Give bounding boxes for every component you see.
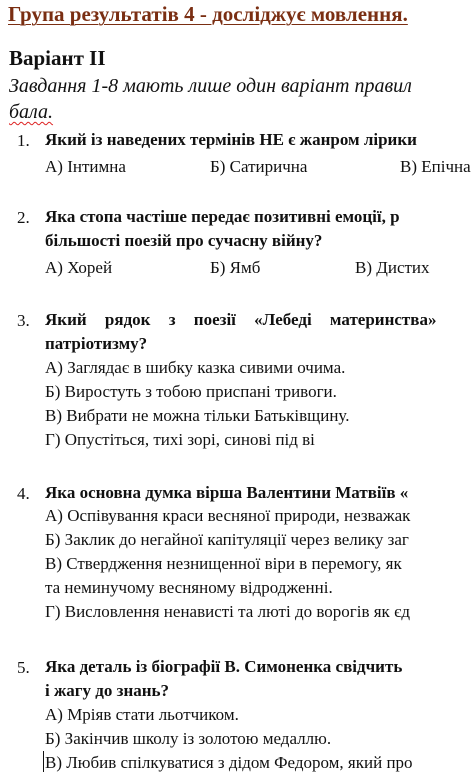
instruction-text <box>9 73 412 125</box>
instruction-line-2: бала. <box>9 101 54 123</box>
option-a[interactable]: А) Інтимна <box>45 157 126 176</box>
option-b[interactable]: Б) Сатирична <box>210 157 308 176</box>
question-number: 4. <box>17 484 30 503</box>
option-b[interactable]: Б) Закінчив школу із золотою медаллю. <box>45 729 332 748</box>
option-b[interactable]: Б) Виростуть з тобою приспані тривоги. <box>45 382 337 401</box>
option-v[interactable]: В) Любив спілкуватися з дідом Федором, який про <box>43 751 413 772</box>
option-v[interactable]: В) Дистих <box>355 258 430 277</box>
option-b[interactable]: Б) Ямб <box>210 258 261 277</box>
question-text <box>45 655 402 703</box>
instruction-line-1: Завдання 1-8 мають лише один варіант правил <box>9 75 412 97</box>
option-a[interactable]: А) Оспівування краси весняної природи, незважак <box>45 506 411 525</box>
question-line: Яка деталь із біографії В. Симоненка свідчить <box>45 657 403 676</box>
question-number: 3. <box>17 311 30 330</box>
question-number: 5. <box>17 658 30 677</box>
question-text <box>45 128 417 152</box>
question-line: більшості поезій про сучасну війну? <box>45 231 323 250</box>
options-list <box>45 356 349 452</box>
question-line: Яка основна думка вірша Валентини Матвіїв « <box>45 483 409 502</box>
option-v[interactable]: В) Ствердження незнищенної віри в перемогу, як <box>45 554 402 573</box>
options-list <box>45 703 413 772</box>
question-number: 1. <box>17 131 30 150</box>
option-a[interactable]: А) Мріяв стати льотчиком. <box>45 705 239 724</box>
option-v[interactable]: В) Епічна <box>400 157 471 176</box>
question-line: Який із наведених термінів НЕ є жанром лірики <box>45 130 417 149</box>
question-line: Який рядок з поезії «Лебеді материнства» <box>45 310 437 329</box>
question-line: і жагу до знань? <box>45 681 170 700</box>
option-a[interactable]: А) Хорей <box>45 258 113 277</box>
option-v-continued: та неминучому весняному відродженні. <box>45 578 333 597</box>
option-v[interactable]: В) Вибрати не можна тільки Батьківщину. <box>45 406 350 425</box>
variant-title: Варіант ІІ <box>9 46 106 70</box>
option-b[interactable]: Б) Заклик до негайної капітуляції через велику заг <box>45 530 409 549</box>
options-list <box>45 504 410 624</box>
option-a[interactable]: А) Заглядає в шибку казка сивими очима. <box>45 358 346 377</box>
group-header: Група результатів 4 - досліджує мовлення. <box>8 2 408 26</box>
question-number: 2. <box>17 208 30 227</box>
question-line: патріотизму? <box>45 334 148 353</box>
question-text <box>45 205 400 253</box>
question-text <box>45 308 436 356</box>
question-text <box>45 481 408 505</box>
option-g[interactable]: Г) Висловлення ненависті та люті до ворогів як єд <box>45 602 411 621</box>
question-line: Яка стопа частіше передає позитивні емоції, р <box>45 207 400 226</box>
option-g[interactable]: Г) Опустіться, тихі зорі, синові під ві <box>45 430 315 449</box>
